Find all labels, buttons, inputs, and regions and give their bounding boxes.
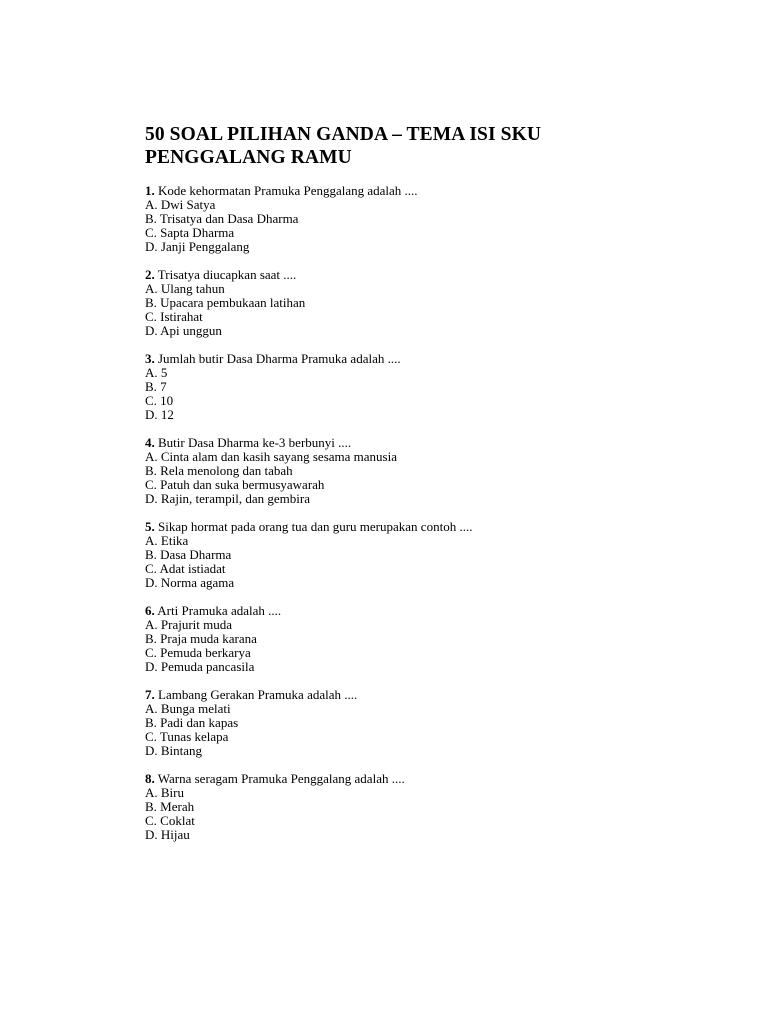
question-number: 5.: [145, 519, 155, 534]
option-d: D. Norma agama: [145, 575, 235, 590]
question-3: [145, 352, 725, 422]
question-7: [145, 688, 725, 758]
option-d: D. Hijau: [145, 827, 190, 842]
question-2: [145, 268, 725, 338]
title-line-2: PENGGALANG RAMU: [145, 147, 352, 168]
option-c: C. Tunas kelapa: [145, 729, 229, 744]
question-1: [145, 184, 725, 254]
option-d: D. Api unggun: [145, 323, 222, 338]
option-c: C. Coklat: [145, 813, 195, 828]
question-stem: Lambang Gerakan Pramuka adalah ....: [158, 687, 358, 702]
option-a: A. Cinta alam dan kasih sayang sesama manusia: [145, 449, 397, 464]
question-text: [145, 268, 725, 282]
question-number: 6.: [145, 603, 155, 618]
question-stem: Warna seragam Pramuka Penggalang adalah ....: [157, 771, 405, 786]
question-number: 8.: [145, 771, 155, 786]
option-a: A. Etika: [145, 533, 189, 548]
question-6: [145, 604, 725, 674]
question-number: 7.: [145, 687, 155, 702]
question-text: [145, 436, 725, 450]
option-a: A. Bunga melati: [145, 701, 231, 716]
option-b: B. Rela menolong dan tabah: [145, 463, 293, 478]
option-a: A. Biru: [145, 785, 184, 800]
option-d: D. Rajin, terampil, dan gembira: [145, 491, 310, 506]
question-text: [145, 604, 725, 618]
option-b: B. Trisatya dan Dasa Dharma: [145, 211, 299, 226]
option-a: A. Prajurit muda: [145, 617, 233, 632]
question-number: 1.: [145, 183, 155, 198]
question-number: 2.: [145, 267, 155, 282]
question-stem: Sikap hormat pada orang tua dan guru merupakan contoh ....: [158, 519, 473, 534]
question-number: 3.: [145, 351, 155, 366]
option-b: B. 7: [145, 379, 167, 394]
option-b: B. Padi dan kapas: [145, 715, 239, 730]
option-c: C. Patuh dan suka bermusyawarah: [145, 477, 325, 492]
question-8: [145, 772, 725, 842]
option-d: D. Janji Penggalang: [145, 239, 250, 254]
question-text: [145, 520, 725, 534]
option-c: C. Istirahat: [145, 309, 203, 324]
question-text: [145, 184, 725, 198]
option-b: B. Praja muda karana: [145, 631, 257, 646]
option-c: C. 10: [145, 393, 174, 408]
option-b: B. Upacara pembukaan latihan: [145, 295, 306, 310]
question-stem: Kode kehormatan Pramuka Penggalang adalah ....: [158, 183, 418, 198]
question-number: 4.: [145, 435, 155, 450]
option-a: A. 5: [145, 365, 168, 380]
document-title: [145, 123, 725, 169]
question-5: [145, 520, 725, 590]
option-d: D. Bintang: [145, 743, 203, 758]
option-c: C. Adat istiadat: [145, 561, 226, 576]
question-stem: Trisatya diucapkan saat ....: [157, 267, 297, 282]
option-d: D. Pemuda pancasila: [145, 659, 255, 674]
question-text: [145, 772, 725, 786]
question-stem: Arti Pramuka adalah ....: [157, 603, 282, 618]
option-b: B. Merah: [145, 799, 195, 814]
option-a: A. Ulang tahun: [145, 281, 225, 296]
option-b: B. Dasa Dharma: [145, 547, 232, 562]
document-page: [145, 123, 725, 856]
question-stem: Jumlah butir Dasa Dharma Pramuka adalah ....: [158, 351, 401, 366]
question-text: [145, 352, 725, 366]
option-c: C. Pemuda berkarya: [145, 645, 251, 660]
title-line-1: 50 SOAL PILIHAN GANDA – TEMA ISI SKU: [145, 124, 542, 145]
option-a: A. Dwi Satya: [145, 197, 216, 212]
option-c: C. Sapta Dharma: [145, 225, 235, 240]
question-4: [145, 436, 725, 506]
option-d: D. 12: [145, 407, 174, 422]
question-text: [145, 688, 725, 702]
question-stem: Butir Dasa Dharma ke-3 berbunyi ....: [158, 435, 352, 450]
